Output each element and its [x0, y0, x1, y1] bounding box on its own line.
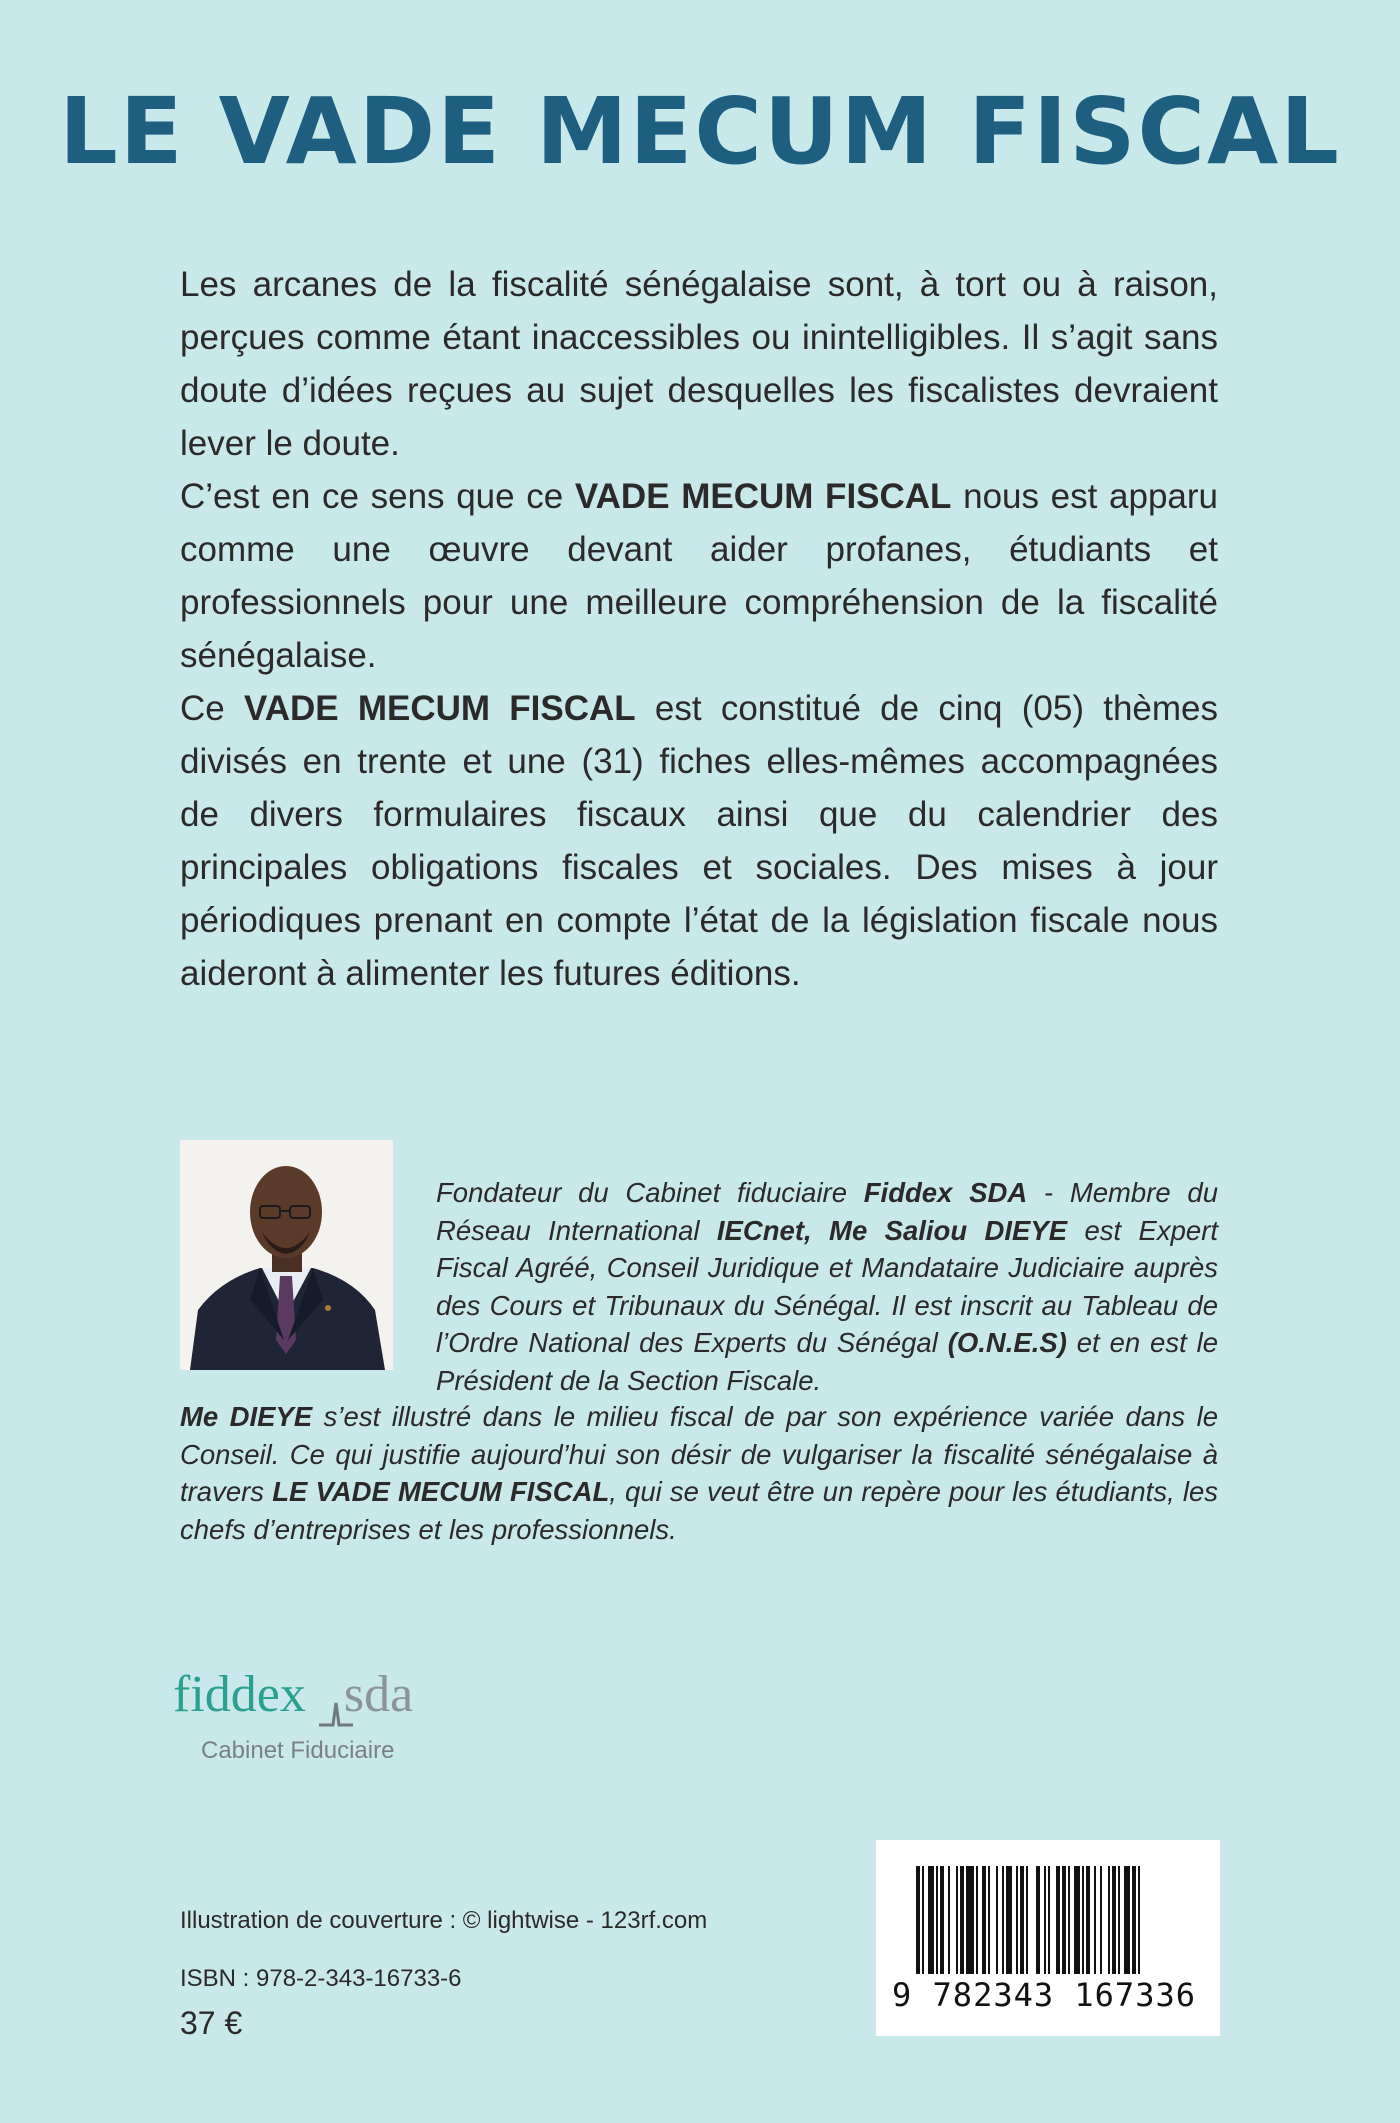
logo-mountain-icon — [319, 1701, 353, 1727]
barcode — [876, 1840, 1220, 2036]
barcode-bar — [966, 1866, 974, 1974]
logo-subtitle: Cabinet Fiduciaire — [201, 1737, 395, 1764]
barcode-bar — [996, 1866, 998, 1974]
logo-word-fiddex: fiddex — [173, 1666, 306, 1723]
book-title: LE VADE MECUM FISCAL — [59, 78, 1341, 185]
blurb-text: Ce — [180, 689, 244, 728]
barcode-bar — [1016, 1866, 1018, 1974]
bio-text: , qui se veut être un repère pour les étudiants, les chefs d’entreprises et les professionnels. — [180, 1476, 1218, 1545]
bio-emphasis: IECnet, Me Saliou DIEYE — [716, 1214, 1068, 1246]
logo-wordmark — [173, 1665, 413, 1725]
barcode-bar — [1056, 1866, 1060, 1974]
barcode-bar — [1112, 1866, 1116, 1974]
bio-text: est Expert Fiscal Agréé, Conseil Juridique et Mandataire Judiciaire auprès des Cours et Tribunaux du Sénégal. Il est inscrit au Tableau de l’Ordre National des Experts du Sénégal — [436, 1214, 1218, 1358]
barcode-bar — [1026, 1866, 1028, 1974]
blurb-text: est constitué de cinq (05) thèmes divisés en trente et une (31) fiches elles-mêmes accompagnées de divers formulaires fiscaux ainsi que du calendrier des principales obligations fiscales et sociales. Des mises à jour périodiques prenant en compte l’état de la législation fiscale nous aideront à alimenter les futures éditions. — [180, 689, 1219, 993]
barcode-bar — [916, 1866, 920, 1974]
barcode-bar — [940, 1866, 944, 1974]
author-photo — [180, 1140, 393, 1370]
barcode-bar — [922, 1866, 924, 1974]
blurb-text: nous est apparu comme une œuvre devant aider profanes, étudiants et professionnels pour une meilleure compréhension de la fiscalité sénégalaise. — [180, 477, 1218, 675]
bio-emphasis: Fiddex SDA — [863, 1177, 1028, 1208]
barcode-bar — [1048, 1866, 1050, 1974]
author-bio-main — [436, 1174, 1218, 1399]
barcode-bar — [1082, 1866, 1084, 1974]
barcode-bar — [1020, 1866, 1024, 1974]
logo-word-sda: sda — [343, 1666, 414, 1723]
barcode-bar — [1086, 1866, 1090, 1974]
barcode-bar — [1002, 1866, 1004, 1974]
blurb-paragraph-2 — [180, 470, 1218, 682]
barcode-bar — [1068, 1866, 1070, 1974]
barcode-bar — [1094, 1866, 1096, 1974]
bio-text: s’est illustré dans le milieu fiscal de par son expérience variée dans le Conseil. Ce qui justifie aujourd’hui son désir de vulgariser la fiscalité sénégalaise à travers — [180, 1401, 1218, 1507]
blurb-emphasis: VADE MECUM FISCAL — [574, 477, 952, 516]
author-bio-paragraph-2 — [180, 1398, 1218, 1548]
bio-emphasis: (O.N.E.S) — [947, 1327, 1067, 1358]
barcode-bar — [1132, 1866, 1136, 1974]
barcode-bar — [1118, 1866, 1120, 1974]
barcode-bar — [1108, 1866, 1110, 1974]
blurb-text: C’est en ce sens que ce — [180, 477, 575, 516]
cover-illustration-credit: Illustration de couverture : © lightwise - 123rf.com — [180, 1907, 708, 1934]
barcode-bar — [1138, 1866, 1140, 1974]
publisher-logo — [173, 1665, 453, 1775]
blurb-paragraph-3 — [180, 682, 1218, 1000]
bio-emphasis: Me DIEYE — [180, 1401, 313, 1432]
barcode-bars — [916, 1866, 1184, 1974]
barcode-bar — [1006, 1866, 1012, 1974]
barcode-number: 9 782343 167336 — [892, 1976, 1196, 2014]
price: 37 € — [180, 2005, 243, 2041]
barcode-bar — [1062, 1866, 1066, 1974]
bio-emphasis: LE VADE MECUM FISCAL — [272, 1476, 610, 1507]
barcode-bar — [1044, 1866, 1046, 1974]
barcode-bar — [1124, 1866, 1130, 1974]
barcode-bar — [1036, 1866, 1040, 1974]
barcode-bar — [948, 1866, 950, 1974]
bio-text: - Membre du Réseau International — [436, 1177, 1219, 1246]
barcode-bar — [1074, 1866, 1080, 1974]
author-bio-continued — [180, 1398, 1218, 1548]
blurb-emphasis: VADE MECUM FISCAL — [243, 689, 636, 728]
barcode-bar — [976, 1866, 978, 1974]
blurb-paragraph-1: Les arcanes de la fiscalité sénégalaise sont, à tort ou à raison, perçues comme étant inaccessibles ou inintelligibles. Il s’agit sans doute d’idées reçues au sujet desquelles les fiscalistes devraient lever le doute. — [180, 265, 1218, 463]
back-cover-blurb — [180, 258, 1218, 1000]
barcode-bar — [936, 1866, 938, 1974]
barcode-bar — [960, 1866, 964, 1974]
barcode-bar — [1100, 1866, 1102, 1974]
bio-text: et en est le Président de la Section Fiscale. — [436, 1327, 1218, 1396]
author-bio-paragraph — [436, 1174, 1218, 1399]
author-portrait-illustration — [180, 1140, 393, 1370]
barcode-bar — [982, 1866, 986, 1974]
barcode-bar — [956, 1866, 958, 1974]
bio-text: Fondateur du Cabinet fiduciaire — [436, 1177, 864, 1208]
barcode-bar — [988, 1866, 990, 1974]
barcode-bar — [928, 1866, 934, 1974]
isbn: ISBN : 978-2-343-16733-6 — [180, 1965, 462, 1992]
